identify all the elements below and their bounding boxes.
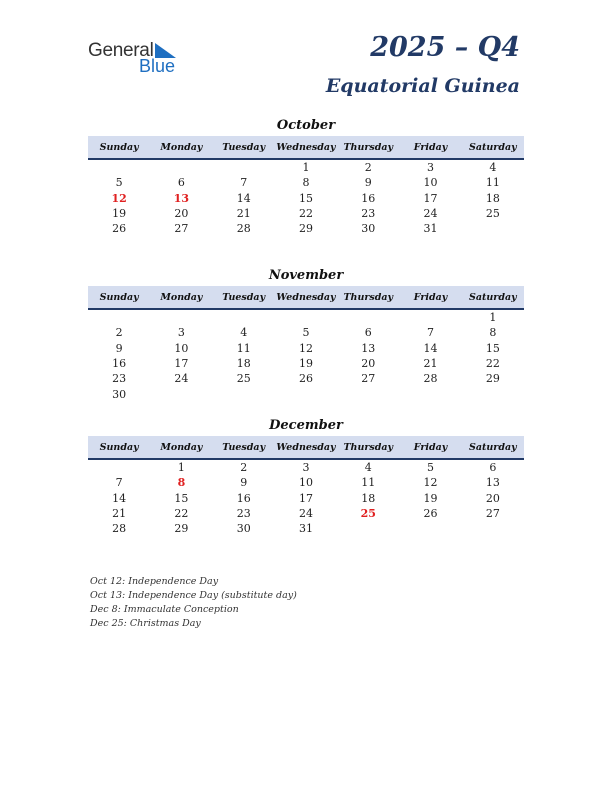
country-subtitle: Equatorial Guinea	[325, 75, 520, 97]
day-cell: 12	[298, 341, 313, 355]
holiday-note: Oct 12: Independence Day	[90, 576, 219, 587]
day-cell: 28	[112, 522, 127, 536]
page-title: 2025 – Q4	[370, 32, 520, 63]
day-cell: 30	[112, 387, 127, 401]
weekday-header-row	[88, 286, 524, 310]
day-cell: 14	[112, 491, 127, 505]
week-row	[88, 475, 524, 490]
day-cell: 28	[423, 372, 438, 386]
day-cell: 6	[364, 326, 372, 340]
generalblue-logo	[88, 40, 188, 76]
week-row	[88, 371, 524, 386]
day-cell: 18	[485, 191, 500, 205]
day-cell: 20	[485, 491, 500, 505]
day-cell: 26	[112, 222, 127, 236]
day-cell: 16	[236, 491, 251, 505]
month-calendar-december	[88, 416, 524, 536]
weekday-label: Tuesday	[222, 291, 266, 303]
day-cell: 18	[361, 491, 376, 505]
day-cell: 23	[112, 372, 127, 386]
holiday-note: Dec 8: Immaculate Conception	[90, 604, 239, 615]
day-cell: 3	[177, 326, 185, 340]
day-cell: 14	[236, 191, 251, 205]
week-row	[88, 460, 524, 475]
day-cell: 6	[177, 176, 185, 190]
week-row	[88, 160, 524, 175]
day-cell: 27	[361, 372, 376, 386]
weekday-label: Saturday	[469, 441, 517, 453]
day-cell: 17	[423, 191, 438, 205]
day-cell: 28	[236, 222, 251, 236]
weekday-header-row	[88, 136, 524, 160]
day-cell: 23	[236, 507, 251, 521]
week-row	[88, 491, 524, 506]
day-cell: 22	[298, 207, 313, 221]
day-cell: 4	[364, 461, 372, 475]
day-cell: 16	[361, 191, 376, 205]
day-cell: 17	[174, 357, 189, 371]
day-cell: 18	[236, 357, 251, 371]
day-cell: 15	[174, 491, 189, 505]
day-cell: 13	[361, 341, 376, 355]
day-cell: 15	[485, 341, 500, 355]
day-cell: 10	[298, 476, 313, 490]
week-row	[88, 191, 524, 206]
holiday-day-cell: 12	[111, 191, 127, 205]
week-row	[88, 521, 524, 536]
day-cell: 8	[489, 326, 497, 340]
day-cell: 21	[236, 207, 251, 221]
weekday-label: Sunday	[99, 141, 139, 153]
day-cell: 3	[302, 461, 310, 475]
weekday-label: Sunday	[99, 291, 139, 303]
day-cell: 16	[112, 357, 127, 371]
day-cell: 19	[423, 491, 438, 505]
weekday-label: Thursday	[343, 291, 394, 303]
day-cell: 1	[302, 161, 310, 175]
day-cell: 26	[423, 507, 438, 521]
day-cell: 24	[423, 207, 438, 221]
week-row	[88, 310, 524, 325]
day-cell: 30	[361, 222, 376, 236]
day-cell: 9	[115, 341, 123, 355]
day-cell: 7	[240, 176, 248, 190]
day-cell: 20	[174, 207, 189, 221]
day-cell: 29	[298, 222, 313, 236]
logo-blue-text: Blue	[139, 56, 176, 76]
day-cell: 15	[298, 191, 313, 205]
day-cell: 5	[427, 461, 435, 475]
week-row	[88, 356, 524, 371]
month-calendar-november	[88, 266, 524, 402]
day-cell: 14	[423, 341, 438, 355]
day-cell: 20	[361, 357, 376, 371]
day-cell: 4	[489, 161, 497, 175]
holiday-note: Oct 13: Independence Day (substitute day)	[90, 590, 297, 601]
week-row	[88, 386, 524, 401]
day-cell: 22	[485, 357, 500, 371]
week-row	[88, 325, 524, 340]
day-cell: 9	[240, 476, 248, 490]
holiday-day-cell: 25	[360, 507, 376, 521]
day-cell: 9	[364, 176, 372, 190]
day-cell: 23	[361, 207, 376, 221]
day-cell: 5	[302, 326, 310, 340]
day-cell: 11	[236, 341, 251, 355]
day-cell: 25	[236, 372, 251, 386]
weekday-label: Monday	[160, 291, 203, 303]
weekday-label: Thursday	[343, 141, 394, 153]
day-cell: 19	[298, 357, 313, 371]
weekday-label: Thursday	[343, 441, 394, 453]
weekday-label: Monday	[160, 441, 203, 453]
weekday-label: Friday	[413, 441, 448, 453]
day-cell: 7	[427, 326, 435, 340]
day-cell: 25	[485, 207, 500, 221]
week-row	[88, 506, 524, 521]
day-cell: 6	[489, 461, 497, 475]
day-cell: 29	[485, 372, 500, 386]
day-cell: 7	[115, 476, 123, 490]
weekday-label: Monday	[160, 141, 203, 153]
month-title: October	[276, 118, 336, 133]
month-title: December	[269, 418, 343, 433]
day-cell: 5	[115, 176, 123, 190]
day-cell: 24	[174, 372, 189, 386]
day-cell: 1	[489, 311, 497, 325]
day-cell: 1	[177, 461, 185, 475]
day-cell: 29	[174, 522, 189, 536]
holiday-day-cell: 13	[173, 191, 190, 205]
week-row	[88, 341, 524, 356]
day-cell: 21	[112, 507, 127, 521]
day-cell: 2	[115, 326, 123, 340]
day-cell: 31	[423, 222, 438, 236]
day-cell: 17	[298, 491, 313, 505]
day-cell: 10	[174, 341, 189, 355]
logo-general-text: General	[88, 40, 154, 61]
week-row	[88, 206, 524, 221]
day-cell: 22	[174, 507, 189, 521]
weekday-label: Saturday	[469, 141, 517, 153]
week-row	[88, 221, 524, 236]
day-cell: 31	[298, 522, 313, 536]
week-row	[88, 175, 524, 190]
day-cell: 24	[298, 507, 313, 521]
holiday-note: Dec 25: Christmas Day	[90, 618, 201, 629]
weekday-label: Friday	[413, 291, 448, 303]
day-cell: 27	[174, 222, 189, 236]
weekday-label: Tuesday	[222, 441, 266, 453]
weekday-label: Tuesday	[222, 141, 266, 153]
day-cell: 11	[485, 176, 500, 190]
day-cell: 3	[427, 161, 435, 175]
holiday-day-cell: 8	[177, 476, 186, 490]
day-cell: 21	[423, 357, 438, 371]
day-cell: 10	[423, 176, 438, 190]
day-cell: 2	[364, 161, 372, 175]
day-cell: 19	[112, 207, 127, 221]
day-cell: 8	[302, 176, 310, 190]
weekday-label: Sunday	[99, 441, 139, 453]
day-cell: 11	[361, 476, 376, 490]
weekday-label: Saturday	[469, 291, 517, 303]
holiday-notes	[90, 575, 297, 631]
weekday-label: Wednesday	[276, 141, 336, 153]
day-cell: 13	[485, 476, 500, 490]
weekday-label: Friday	[413, 141, 448, 153]
day-cell: 30	[236, 522, 251, 536]
day-cell: 12	[423, 476, 438, 490]
day-cell: 2	[240, 461, 248, 475]
weekday-label: Wednesday	[276, 441, 336, 453]
month-calendar-october	[88, 116, 524, 236]
month-title: November	[268, 268, 344, 283]
weekday-header-row	[88, 436, 524, 460]
day-cell: 26	[298, 372, 313, 386]
day-cell: 27	[485, 507, 500, 521]
weekday-label: Wednesday	[276, 291, 336, 303]
day-cell: 4	[240, 326, 248, 340]
